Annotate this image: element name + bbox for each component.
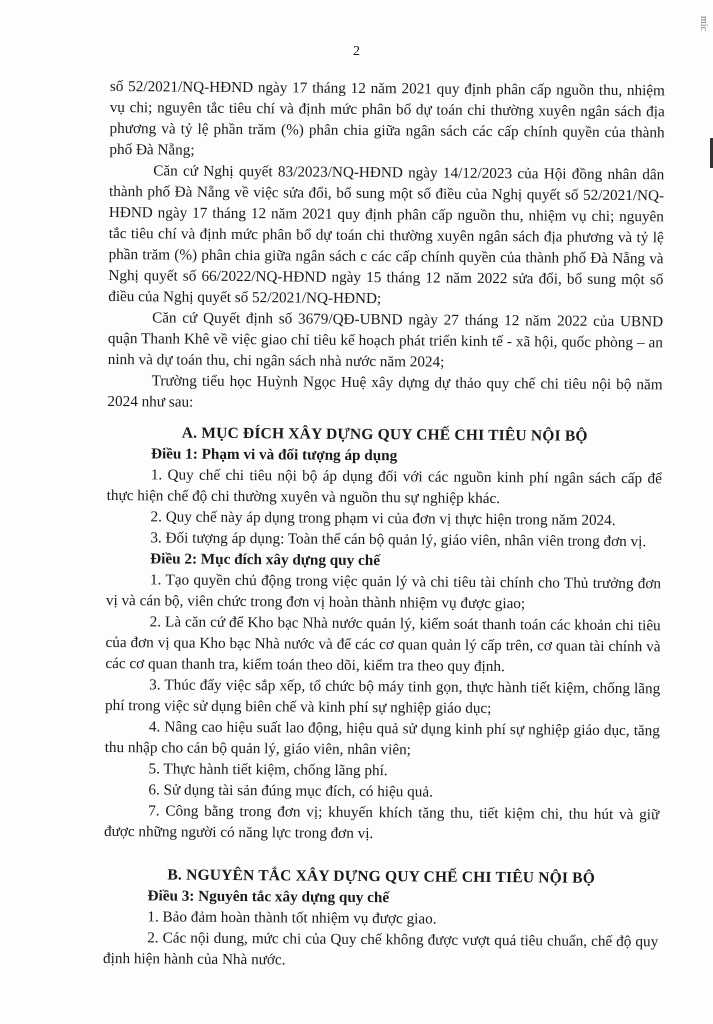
article-2-item: 1. Tạo quyền chủ động trong việc quản lý và chi tiêu tài chính cho Thủ trưởng đơn vị và cán bộ, viên chức trong đơn vị hoàn thành nhiệm vụ được giao; <box>105 571 662 613</box>
article-2-item: 7. Công bằng trong đơn vị; khuyến khích tăng thu, tiết kiệm chi, thu hút và giữ được những người có năng lực trong đơn vị. <box>103 802 660 843</box>
article-3-heading: Điều 3: Nguyên tắc xây dựng quy chế <box>147 887 390 907</box>
article-2-item: 3. Thúc đẩy việc sắp xếp, tổ chức bộ máy tinh gọn, thực hành tiết kiệm, chống lãng phí trong việc sử dụng biên chế và kinh phí sự nghiệp giáo dục; <box>104 676 661 718</box>
section-b-heading: B. NGUYÊN TẮC XÂY DỰNG QUY CHẾ CHI TIÊU NỘI BỘ <box>167 866 596 887</box>
paragraph-legal-basis-2: Căn cứ Nghị quyết 83/2023/NQ-HĐND ngày 14/12/2023 của Hội đồng nhân dân thành phố Đà Nẵng về việc sửa đổi, bổ sung một số điều của Nghị quyết số 52/2021/NQ-HĐND ngày 17 tháng 12 năm 2021 quy định phân cấp nguồn thu, nhiệm vụ chi; nguyên tắc tiêu chí và định mức phân bổ dự toán chi thường xuyên ngân sách địa phương và tỷ lệ phần trăm (%) phân chia giữa ngân sách c các cấp chính quyền của thành phố Đà Nẵng và Nghị quyết số 66/2022/NQ-HĐND ngày 15 tháng 12 năm 2022 sửa đổi, bổ sung một số điều của Nghị quyết số 52/2021/NQ-HĐND; <box>108 162 665 308</box>
article-1-heading: Điều 1: Phạm vi và đối tượng áp dụng <box>150 445 398 465</box>
article-2-item: 2. Là căn cứ để Kho bạc Nhà nước quản lý, kiểm soát thanh toán các khoản chi tiêu của đơn vị qua Kho bạc Nhà nước và để các cơ quan quản lý cấp trên, cơ quan tài chính và các cơ quan thanh tra, kiểm toán theo dõi, kiểm tra theo quy định. <box>105 613 661 676</box>
paragraph-intro: Trường tiểu học Huỳnh Ngọc Huệ xây dựng dự thảo quy chế chi tiêu nội bộ năm 2024 như sau: <box>107 372 663 411</box>
edge-mark-text: mic <box>698 16 709 31</box>
article-1-item: 2. Quy chế này áp dụng trong phạm vi của đơn vị thực hiện trong năm 2024. <box>150 508 616 529</box>
page-number: 2 <box>353 44 360 59</box>
section-a-heading: A. MỤC ĐÍCH XÂY DỰNG QUY CHẾ CHI TIÊU NỘI BỘ <box>181 424 588 445</box>
paragraph-legal-basis-1: số 52/2021/NQ-HĐND ngày 17 tháng 12 năm 2021 quy định phân cấp nguồn thu, nhiệm vụ chi; nguyên tắc tiêu chí và định mức phân bổ dự toán chi thường xuyên ngân sách địa phương và tỷ lệ phần trăm (%) phân chia giữa ngân sách các cấp chính quyền của thành phố Đà Nẵng; <box>109 77 665 159</box>
article-2-item: 4. Nâng cao hiệu suất lao động, hiệu quả sử dụng kinh phí sự nghiệp giáo dục, tăng thu nhập cho cán bộ quản lý, giáo viên, nhân viên; <box>104 718 660 759</box>
document-body <box>103 76 665 973</box>
article-1-item: 1. Quy chế chi tiêu nội bộ áp dụng đối với các nguồn kinh phí ngân sách cấp để thực hiện chế độ chi thường xuyên và nguồn thu sự nghiệp khác. <box>106 466 662 508</box>
article-3-item: 2. Các nội dung, mức chi của Quy chế không được vượt quá tiêu chuẩn, chế độ quy định hiện hành của Nhà nước. <box>103 929 659 969</box>
article-2-heading: Điều 2: Mục đích xây dựng quy chế <box>150 550 381 570</box>
article-1-item: 3. Đối tượng áp dụng: Toàn thể cán bộ quản lý, giáo viên, nhân viên trong đơn vị. <box>150 529 647 551</box>
article-2-item: 5. Thực hành tiết kiệm, chống lãng phí. <box>148 760 388 780</box>
article-2-item: 6. Sử dụng tài sản đúng mục đích, có hiệu quả. <box>148 781 433 801</box>
article-3-item: 1. Bảo đảm hoàn thành tốt nhiệm vụ được giao. <box>147 908 437 928</box>
paragraph-legal-basis-3: Căn cứ Quyết định số 3679/QĐ-UBND ngày 27 tháng 12 năm 2022 của UBND quận Thanh Khê về việc giao chỉ tiêu kế hoạch phát triển kinh tế - xã hội, quốc phòng – an ninh và dự toán thu, chi ngân sách nhà nước năm 2024; <box>107 309 664 371</box>
